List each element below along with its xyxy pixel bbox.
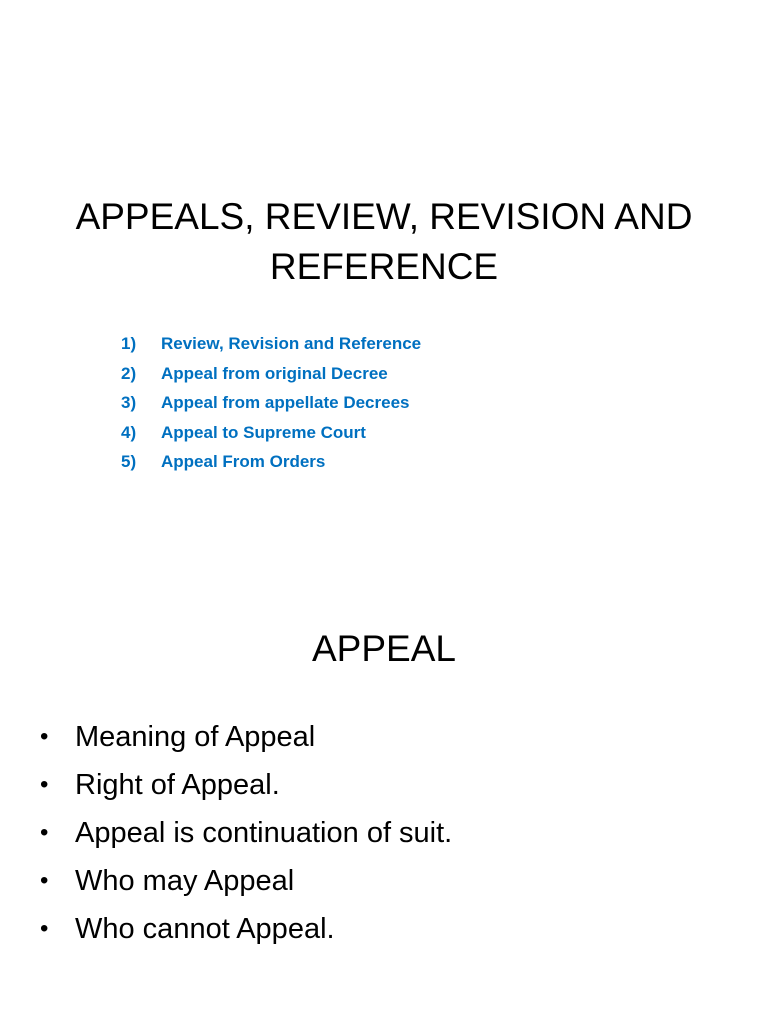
list-item [40, 906, 452, 954]
item-label: Who cannot Appeal. [75, 913, 335, 945]
title-line-1: APPEALS, REVIEW, REVISION AND [75, 196, 693, 237]
item-label: Review, Revision and Reference [161, 334, 422, 353]
slide-title: APPEAL [312, 628, 456, 669]
bullet-icon: • [40, 915, 49, 942]
item-number: 3) [121, 393, 137, 413]
item-number: 1) [121, 334, 137, 353]
slide-2 [0, 512, 768, 1024]
list-item [121, 390, 421, 420]
list-item [40, 762, 452, 810]
item-label: Who may Appeal [75, 865, 295, 897]
title-line-2: REFERENCE [269, 246, 499, 287]
list-item [121, 361, 421, 391]
bullet-icon: • [40, 771, 49, 798]
slide-title [0, 192, 768, 292]
item-label: Meaning of Appeal [75, 721, 316, 753]
list-item [40, 714, 452, 762]
item-label: Appeal is continuation of suit. [75, 817, 453, 849]
item-label: Appeal to Supreme Court [161, 422, 366, 442]
item-label: Appeal From Orders [161, 452, 326, 472]
list-item [121, 420, 421, 450]
bullet-icon: • [40, 723, 49, 750]
item-label: Appeal from appellate Decrees [161, 393, 410, 413]
item-number: 5) [121, 452, 137, 472]
item-label: Right of Appeal. [75, 769, 280, 801]
topics-numbered-list [121, 331, 421, 479]
list-item [40, 858, 452, 906]
item-label: Appeal from original Decree [161, 363, 388, 383]
list-item [121, 331, 421, 361]
bullet-icon: • [40, 867, 49, 894]
item-number: 2) [121, 363, 137, 383]
points-bullet-list [40, 714, 452, 954]
item-number: 4) [121, 422, 137, 442]
list-item [121, 449, 421, 479]
list-item [40, 810, 452, 858]
bullet-icon: • [40, 819, 49, 846]
